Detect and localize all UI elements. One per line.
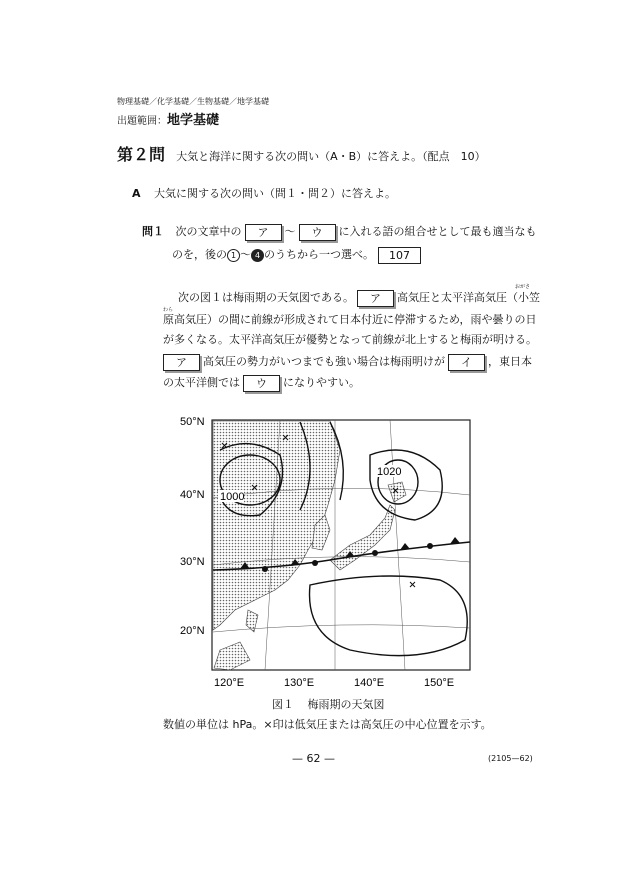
weather-map [180,410,480,692]
lat-label-40: 40°N [180,489,205,501]
q1-line2-b: のうちから一つ選べ。 [264,248,374,261]
subjects-line: 物理基礎／化学基礎／生物基礎／地学基礎 [117,97,269,106]
passage-l5-a: の太平洋側では [163,376,240,389]
lat-label-50: 50°N [180,416,205,428]
passage-blank-i: イ [448,354,485,371]
choice-start-circle: 1 [227,249,240,262]
q1-text-a: 次の文章中の [175,225,242,238]
lon-label-120: 120°E [214,677,245,689]
q1-line2-a: のを，後の [172,248,227,261]
q1-label: 問１ [142,225,164,238]
passage-l5-b: になりやすい。 [283,376,360,389]
question-text: 大気と海洋に関する次の問い（A・B）に答えよ。（配点 10） [176,150,486,163]
exam-code: (2105—62) [488,754,533,763]
range-value: 地学基礎 [167,113,220,128]
isobar-1000-label: 1000 [220,491,245,503]
ruby-ogasa: おがさ [515,284,531,290]
q1-line2 [172,245,421,265]
lat-label-20: 20°N [180,625,205,637]
lon-label-130: 130°E [284,677,315,689]
page-number: — 62 — [292,752,335,765]
passage-l4-b: ，東日本 [488,355,532,368]
passage-l4-a: 高気圧の勢力がいつまでも強い場合は梅雨明けが [203,355,445,368]
question-header [117,142,486,165]
lat-label-30: 30°N [180,556,205,568]
caption-title: 梅雨期の天気図 [307,698,385,711]
passage-line2: 原高気圧）の間に前線が形成されて日本付近に停滞するため，雨や曇りの日 [163,313,537,326]
passage-l1-a: 次の図１は梅雨期の天気図である。 [178,291,354,304]
choice-end-circle: 4 [251,249,264,262]
passage-line5 [163,373,360,393]
isobar-1020-label: 1020 [377,466,402,478]
blank-a-box: ア [245,224,282,241]
q1-line1 [142,222,537,242]
lon-label-150: 150°E [424,677,455,689]
figure-caption [272,696,385,712]
tilde: 〜 [284,225,296,238]
blank-u-box: ウ [299,224,336,241]
tilde2: 〜 [240,248,251,261]
passage-line3: が多くなる。太平洋高気圧が優勢となって前線が北上すると梅雨が明ける。 [163,333,537,346]
passage-line4 [163,352,532,372]
range-label: 出題範囲： [117,116,167,127]
ruby-wara: わら [163,307,174,313]
question-number: 第２問 [117,145,166,164]
figure-note: 数値の単位は hPa。×印は低気圧または高気圧の中心位置を示す。 [163,718,492,731]
section-a [132,185,396,201]
lon-label-140: 140°E [354,677,385,689]
caption-number: 図１ [272,698,294,711]
exam-range [117,109,219,128]
answer-number-box: 107 [378,247,421,264]
q1-text-b: に入れる語の組合せとして最も適当なも [338,225,537,238]
passage-blank-a2: ア [163,354,200,371]
passage-blank-a: ア [357,290,394,307]
section-a-text: 大気に関する次の問い（問１・問２）に答えよ。 [154,187,397,200]
passage-blank-u: ウ [243,375,280,392]
section-a-label: A [132,187,141,200]
passage-line1 [178,288,540,308]
passage-l1-b: 高気圧と太平洋高気圧（小笠 [397,291,540,304]
